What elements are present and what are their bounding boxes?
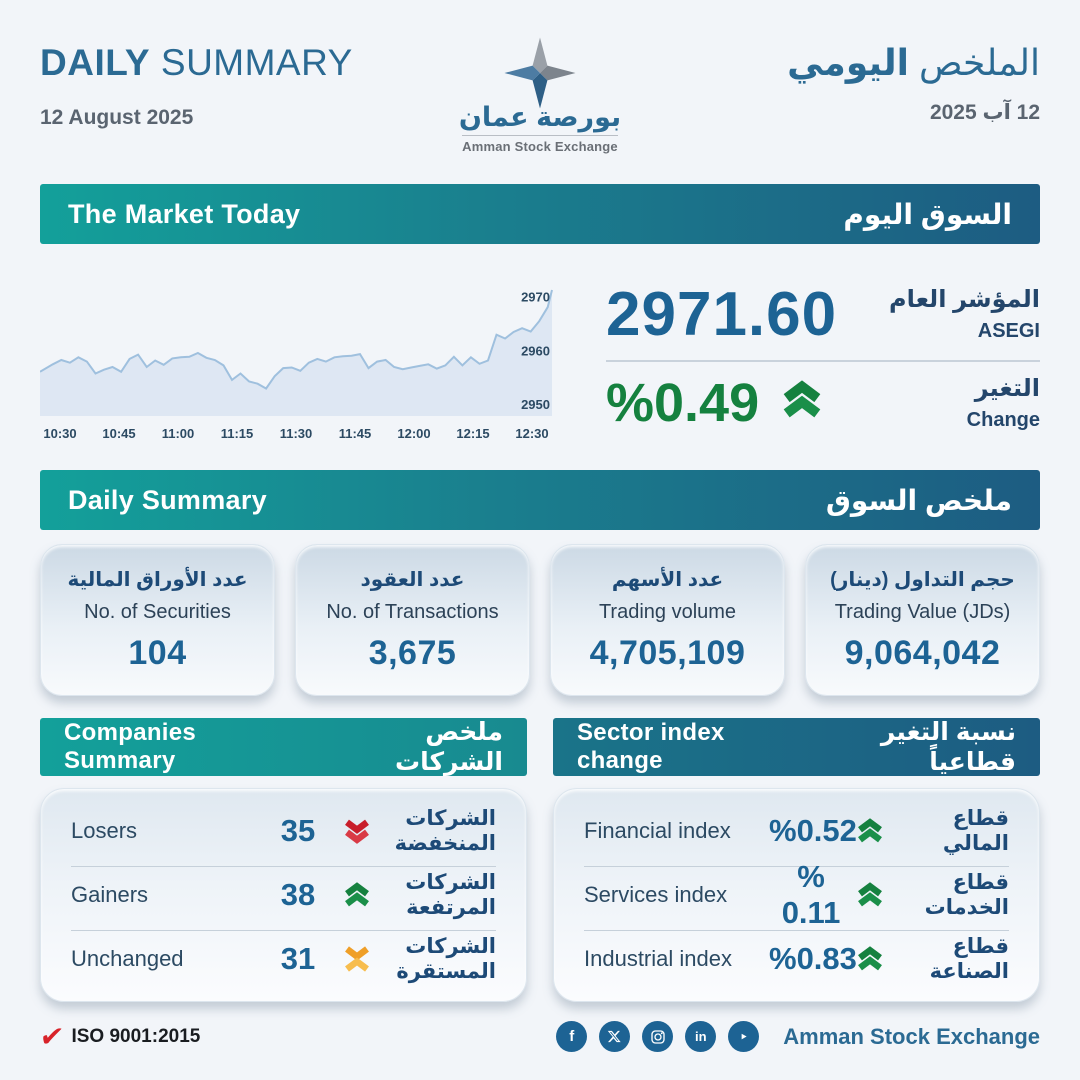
index-label-en: ASEGI [977, 320, 1040, 342]
svg-text:2950: 2950 [521, 397, 550, 413]
ase-star-icon [503, 36, 577, 110]
market-today-banner-en: The Market Today [68, 198, 301, 229]
row-label-en: Unchanged [71, 946, 184, 972]
index-value-row [606, 279, 1040, 350]
companies-row-losers [71, 803, 496, 859]
x-twitter-icon[interactable] [599, 1021, 630, 1052]
companies-row-gainers [71, 866, 496, 923]
up-chevron-icon [853, 944, 887, 974]
page-title-ar-normal: الملخص [908, 42, 1040, 83]
youtube-icon[interactable] [728, 1021, 759, 1052]
companies-banner-ar: ملخص الشركات [395, 718, 503, 776]
stat-value: 4,705,109 [589, 634, 746, 672]
logo-arabic-text: بورصة عمان [458, 102, 622, 132]
svg-text:11:30: 11:30 [279, 426, 313, 441]
divider [606, 360, 1040, 362]
row-label-ar: قطاع الصناعة [929, 935, 1009, 984]
sector-row-services [584, 858, 1009, 930]
row-label-en: Services index [584, 881, 728, 907]
row-label-en: Losers [71, 817, 138, 843]
header-right [710, 42, 1040, 125]
svg-text:11:00: 11:00 [161, 426, 195, 441]
sector-index-banner [553, 718, 1040, 776]
svg-text:11:45: 11:45 [338, 426, 372, 441]
row-value: 31 [280, 941, 316, 977]
change-up-chevron-icon [779, 377, 825, 428]
facebook-icon[interactable]: f [556, 1021, 587, 1052]
index-label-ar: المؤشر العام [889, 286, 1040, 313]
market-today-section [40, 258, 1040, 454]
svg-text:12:15: 12:15 [456, 426, 490, 441]
footer [37, 1020, 1040, 1052]
change-value: %0.49 [606, 372, 760, 433]
row-label-ar: قطاع الخدمات [924, 870, 1009, 919]
market-today-banner-ar: السوق اليوم [843, 198, 1012, 230]
stat-label-ar: عدد العقود [360, 569, 465, 591]
row-label-en: Industrial index [584, 946, 732, 972]
svg-text:2970: 2970 [521, 289, 550, 305]
svg-text:12:30: 12:30 [515, 426, 549, 441]
header [40, 0, 1040, 174]
page-title-en [40, 42, 370, 84]
page-title-en-rest: SUMMARY [150, 42, 353, 83]
daily-summary-banner-ar: ملخص السوق [825, 484, 1012, 516]
svg-text:2960: 2960 [521, 343, 550, 359]
index-summary [560, 258, 1040, 454]
down-chevron-icon [340, 816, 374, 846]
index-value: 2971.60 [606, 279, 838, 349]
sector-row-industrial [584, 930, 1009, 987]
change-row [606, 372, 1040, 434]
row-value: %0.83 [769, 941, 857, 977]
iso-certification [37, 1020, 201, 1052]
stat-card-trading-value [805, 544, 1040, 696]
row-value: %0.52 [769, 812, 857, 848]
svg-text:10:45: 10:45 [102, 426, 136, 441]
row-label-ar: الشركات المنخفضة [394, 806, 496, 855]
stat-cards [40, 544, 1040, 696]
stat-card-securities [40, 544, 275, 696]
index-intraday-chart [40, 258, 560, 454]
svg-text:10:30: 10:30 [43, 426, 77, 441]
iso-label: ISO 9001:2015 [71, 1025, 201, 1047]
daily-summary-banner-en: Daily Summary [68, 484, 267, 515]
change-labels [967, 374, 1040, 432]
page-title-ar-bold: اليومي [787, 42, 909, 83]
sector-banner-en: Sector index change [577, 719, 725, 774]
footer-brand: Amman Stock Exchange [783, 1023, 1040, 1049]
up-chevron-icon [853, 816, 887, 846]
stat-label-en: Trading volume [598, 601, 737, 623]
companies-summary-banner [40, 718, 527, 776]
social-links [556, 1021, 1040, 1052]
row-value: % 0.11 [781, 858, 841, 930]
companies-summary-column [40, 718, 527, 1002]
svg-text:11:15: 11:15 [220, 426, 254, 441]
daily-summary-banner [40, 470, 1040, 530]
page-title-en-bold: DAILY [40, 42, 151, 83]
neutral-chevron-icon [340, 944, 374, 974]
stat-label-ar: حجم التداول (دينار) [830, 569, 1015, 591]
date-en: 12 August 2025 [40, 106, 194, 129]
sector-row-financial [584, 803, 1009, 859]
stat-label-en: No. of Securities [84, 601, 231, 623]
stat-card-trading-volume [550, 544, 785, 696]
index-labels [889, 285, 1040, 343]
stat-value: 9,064,042 [844, 634, 1001, 672]
linkedin-icon[interactable]: in [685, 1021, 716, 1052]
logo-english-text: Amman Stock Exchange [462, 135, 618, 154]
stat-label-en: No. of Transactions [326, 601, 499, 623]
stat-value: 3,675 [368, 634, 457, 672]
up-chevron-icon [340, 880, 374, 910]
page-title-ar [710, 42, 1040, 84]
up-chevron-icon [853, 880, 887, 910]
area-chart [40, 258, 560, 454]
sector-banner-ar: نسبة التغير قطاعياً [880, 718, 1016, 776]
companies-banner-en: Companies Summary [64, 719, 197, 774]
stat-value: 104 [128, 634, 187, 672]
date-ar: 12 آب 2025 [929, 101, 1040, 124]
row-label-en: Gainers [71, 881, 149, 907]
ase-logo [430, 36, 650, 154]
bottom-columns [40, 718, 1040, 1002]
change-label-en: Change [966, 408, 1040, 431]
red-checkmark-icon: ✔ [37, 1020, 66, 1052]
stat-label-ar: عدد الأسهم [611, 569, 724, 591]
market-today-banner [40, 184, 1040, 244]
companies-row-unchanged [71, 930, 496, 987]
row-value: 35 [280, 812, 316, 848]
row-value: 38 [280, 876, 316, 912]
stat-label-en: Trading Value (JDs) [834, 601, 1011, 623]
row-label-en: Financial index [584, 817, 731, 843]
companies-summary-card [40, 788, 527, 1002]
stat-label-ar: عدد الأوراق المالية [67, 569, 248, 591]
header-left [40, 42, 370, 130]
row-label-ar: قطاع المالي [942, 806, 1009, 855]
change-value-group [606, 372, 825, 434]
row-label-ar: الشركات المستقرة [396, 935, 496, 984]
sector-index-column [553, 718, 1040, 1002]
sector-index-card [553, 788, 1040, 1002]
svg-text:12:00: 12:00 [397, 426, 431, 441]
instagram-icon[interactable] [642, 1021, 673, 1052]
stat-card-transactions [295, 544, 530, 696]
row-label-ar: الشركات المرتفعة [405, 870, 496, 919]
change-label-ar: التغير [974, 374, 1040, 402]
